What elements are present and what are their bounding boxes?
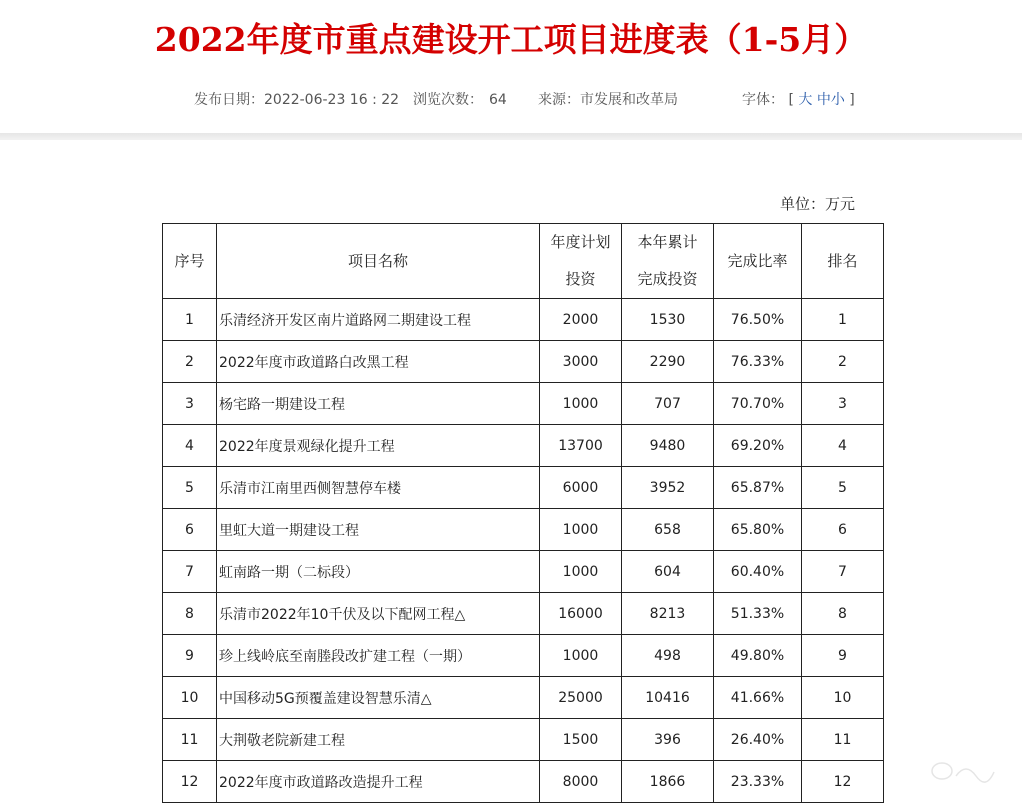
- cell-completion-rate: 51.33%: [714, 593, 802, 635]
- cell-completed-investment: 498: [622, 635, 714, 677]
- table-row: [163, 593, 884, 635]
- cell-rank: 11: [802, 719, 884, 761]
- header-rate: 完成比率: [714, 224, 802, 299]
- cell-completed-investment: 9480: [622, 425, 714, 467]
- header-plan-line2: 投资: [565, 270, 596, 288]
- views-value: 64: [489, 92, 507, 108]
- table-row: [163, 719, 884, 761]
- cell-rank: 9: [802, 635, 884, 677]
- header-name: 项目名称: [217, 224, 540, 299]
- cell-rank: 10: [802, 677, 884, 719]
- cell-completion-rate: 49.80%: [714, 635, 802, 677]
- cell-completed-investment: 1530: [622, 299, 714, 341]
- font-size-control: [742, 89, 855, 109]
- page-title: 2022年度市重点建设开工项目进度表（1-5月）: [154, 20, 868, 59]
- view-count: [413, 89, 507, 109]
- cell-seq: 9: [163, 635, 217, 677]
- header-seq: 序号: [163, 224, 217, 299]
- cell-completed-investment: 396: [622, 719, 714, 761]
- cell-seq: 8: [163, 593, 217, 635]
- cell-completed-investment: 8213: [622, 593, 714, 635]
- cell-completed-investment: 707: [622, 383, 714, 425]
- cell-plan-investment: 3000: [540, 341, 622, 383]
- cell-completion-rate: 76.33%: [714, 341, 802, 383]
- header-done-line2: 完成投资: [637, 270, 698, 288]
- cell-plan-investment: 1000: [540, 635, 622, 677]
- cell-rank: 2: [802, 341, 884, 383]
- source-label: 来源：: [538, 92, 580, 108]
- table-row: [163, 467, 884, 509]
- cell-completion-rate: 70.70%: [714, 383, 802, 425]
- cell-project-name: 中国移动5G预覆盖建设智慧乐清△: [217, 677, 540, 719]
- table-row: [163, 299, 884, 341]
- cell-completed-investment: 604: [622, 551, 714, 593]
- cell-completed-investment: 2290: [622, 341, 714, 383]
- source: [538, 89, 678, 109]
- font-bracket-open: [: [788, 92, 794, 108]
- cell-project-name: 2022年度景观绿化提升工程: [217, 425, 540, 467]
- table-row: [163, 509, 884, 551]
- cell-rank: 5: [802, 467, 884, 509]
- cell-plan-investment: 1000: [540, 383, 622, 425]
- progress-table: [162, 223, 884, 803]
- cell-plan-investment: 13700: [540, 425, 622, 467]
- table-header-row: [163, 224, 884, 299]
- cell-seq: 12: [163, 761, 217, 803]
- font-medium-link[interactable]: 中: [816, 92, 831, 108]
- header-rank: 排名: [802, 224, 884, 299]
- header-done-line1: 本年累计: [637, 233, 698, 251]
- cell-completion-rate: 41.66%: [714, 677, 802, 719]
- cell-completed-investment: 3952: [622, 467, 714, 509]
- font-label: 字体：: [742, 92, 784, 108]
- publish-label: 发布日期：: [194, 92, 264, 108]
- table-row: [163, 341, 884, 383]
- cell-rank: 4: [802, 425, 884, 467]
- cell-plan-investment: 1000: [540, 509, 622, 551]
- cell-seq: 7: [163, 551, 217, 593]
- cell-seq: 11: [163, 719, 217, 761]
- table-row: [163, 383, 884, 425]
- cell-plan-investment: 6000: [540, 467, 622, 509]
- source-value: 市发展和改革局: [580, 92, 678, 108]
- cell-completion-rate: 23.33%: [714, 761, 802, 803]
- cell-project-name: 里虹大道一期建设工程: [217, 509, 540, 551]
- cell-project-name: 大荆敬老院新建工程: [217, 719, 540, 761]
- cell-seq: 3: [163, 383, 217, 425]
- cell-completion-rate: 60.40%: [714, 551, 802, 593]
- cell-plan-investment: 25000: [540, 677, 622, 719]
- cell-rank: 1: [802, 299, 884, 341]
- cell-seq: 5: [163, 467, 217, 509]
- cell-completed-investment: 10416: [622, 677, 714, 719]
- font-large-link[interactable]: 大: [798, 92, 813, 108]
- publish-date-value: 2022-06-23 16 : 22: [264, 92, 400, 108]
- table-row: [163, 677, 884, 719]
- cell-project-name: 乐清经济开发区南片道路网二期建设工程: [217, 299, 540, 341]
- cell-seq: 4: [163, 425, 217, 467]
- cell-completion-rate: 65.87%: [714, 467, 802, 509]
- cell-completion-rate: 65.80%: [714, 509, 802, 551]
- cell-project-name: 2022年度市政道路改造提升工程: [217, 761, 540, 803]
- header-plan: [540, 224, 622, 299]
- cell-project-name: 虹南路一期（二标段）: [217, 551, 540, 593]
- font-bracket-close: ]: [849, 92, 855, 108]
- header-divider: [0, 133, 1022, 140]
- cell-completed-investment: 1866: [622, 761, 714, 803]
- cell-completed-investment: 658: [622, 509, 714, 551]
- cell-rank: 6: [802, 509, 884, 551]
- cell-plan-investment: 2000: [540, 299, 622, 341]
- cell-plan-investment: 1000: [540, 551, 622, 593]
- cell-project-name: 2022年度市政道路白改黑工程: [217, 341, 540, 383]
- header-done: [622, 224, 714, 299]
- cell-project-name: 乐清市江南里西侧智慧停车楼: [217, 467, 540, 509]
- cell-seq: 1: [163, 299, 217, 341]
- cell-rank: 3: [802, 383, 884, 425]
- table-row: [163, 425, 884, 467]
- cell-plan-investment: 1500: [540, 719, 622, 761]
- cell-project-name: 杨宅路一期建设工程: [217, 383, 540, 425]
- cell-project-name: 珍上线岭底至南塍段改扩建工程（一期）: [217, 635, 540, 677]
- cell-completion-rate: 76.50%: [714, 299, 802, 341]
- watermark-logo: [928, 758, 998, 784]
- cell-plan-investment: 8000: [540, 761, 622, 803]
- header-plan-line1: 年度计划: [550, 233, 611, 251]
- table-row: [163, 551, 884, 593]
- cell-rank: 8: [802, 593, 884, 635]
- cell-plan-investment: 16000: [540, 593, 622, 635]
- cell-rank: 7: [802, 551, 884, 593]
- cell-completion-rate: 26.40%: [714, 719, 802, 761]
- page-header: [0, 0, 1022, 135]
- cell-seq: 2: [163, 341, 217, 383]
- font-small-link[interactable]: 小: [830, 92, 845, 108]
- unit-label: 单位：万元: [780, 195, 856, 213]
- table-row: [163, 635, 884, 677]
- views-label: 浏览次数：: [413, 92, 483, 108]
- table-row: [163, 761, 884, 803]
- publish-date: [194, 89, 399, 109]
- cell-rank: 12: [802, 761, 884, 803]
- cell-seq: 6: [163, 509, 217, 551]
- cell-seq: 10: [163, 677, 217, 719]
- cell-project-name: 乐清市2022年10千伏及以下配网工程△: [217, 593, 540, 635]
- cell-completion-rate: 69.20%: [714, 425, 802, 467]
